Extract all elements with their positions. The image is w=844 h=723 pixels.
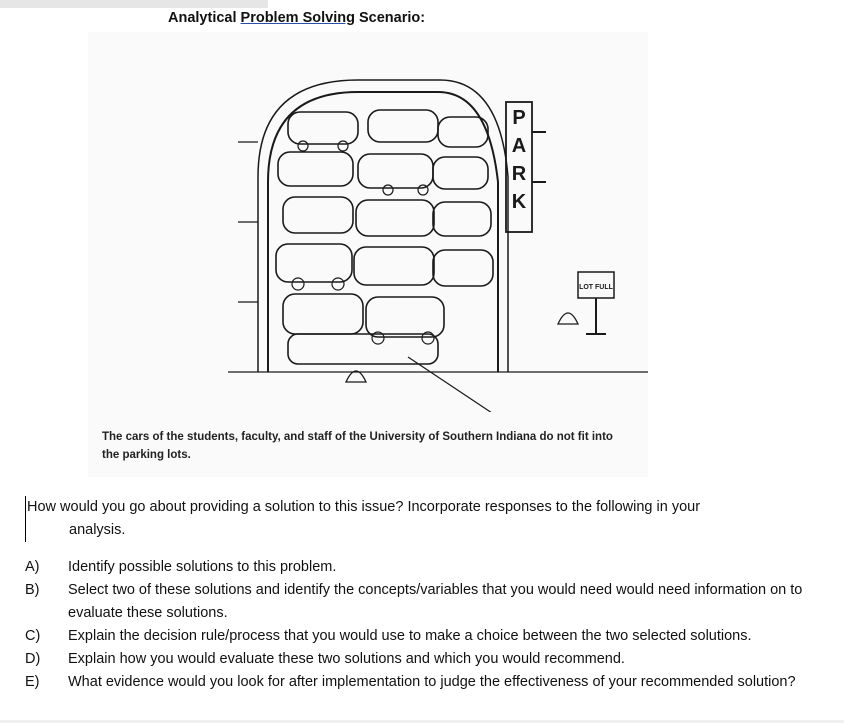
question-line-2: analysis. xyxy=(69,522,126,538)
list-item xyxy=(25,648,840,671)
list-item xyxy=(25,625,840,648)
item-text: Select two of these solutions and identify the concepts/variables that you would need would need information on to evaluate these solutions. xyxy=(68,582,803,621)
caption-line-1: The cars of the students, faculty, and staff of the University of Southern Indiana do not fit into xyxy=(102,431,613,443)
item-label: A) xyxy=(25,559,40,575)
item-label: C) xyxy=(25,628,41,644)
lot-full-sign: LOT FULL xyxy=(579,284,613,291)
park-sign-letter: A xyxy=(511,135,527,157)
park-sign-letter: R xyxy=(511,163,527,185)
parking-garage-cartoon xyxy=(228,72,648,412)
item-label: D) xyxy=(25,651,41,667)
task-list xyxy=(25,556,840,694)
caption-text xyxy=(102,428,662,464)
list-item xyxy=(25,556,840,579)
list-item xyxy=(25,579,840,625)
item-text: Identify possible solutions to this problem. xyxy=(68,559,337,575)
park-sign-letter: P xyxy=(512,107,526,129)
title-part-3: Scenario: xyxy=(354,10,426,26)
item-text: What evidence would you look for after implementation to judge the effectiveness of your recommended solution? xyxy=(68,674,796,690)
item-text: Explain how you would evaluate these two solutions and which you would recommend. xyxy=(68,651,625,667)
item-label: B) xyxy=(25,582,40,598)
top-toolbar-strip xyxy=(0,0,268,8)
list-item xyxy=(25,671,840,694)
item-label: E) xyxy=(25,674,40,690)
page-title xyxy=(168,10,425,26)
question-paragraph xyxy=(25,496,817,542)
title-part-1: Analytical xyxy=(168,10,241,26)
park-sign-letter: K xyxy=(511,191,527,213)
cartoon-figure xyxy=(88,32,648,477)
item-text: Explain the decision rule/process that you would use to make a choice between the two selected solutions. xyxy=(68,628,752,644)
title-part-2-underlined: Problem Solving xyxy=(240,10,355,26)
question-line-1: How would you go about providing a solution to this issue? Incorporate responses to the following in your xyxy=(27,499,701,515)
caption-line-2: the parking lots. xyxy=(102,449,191,461)
